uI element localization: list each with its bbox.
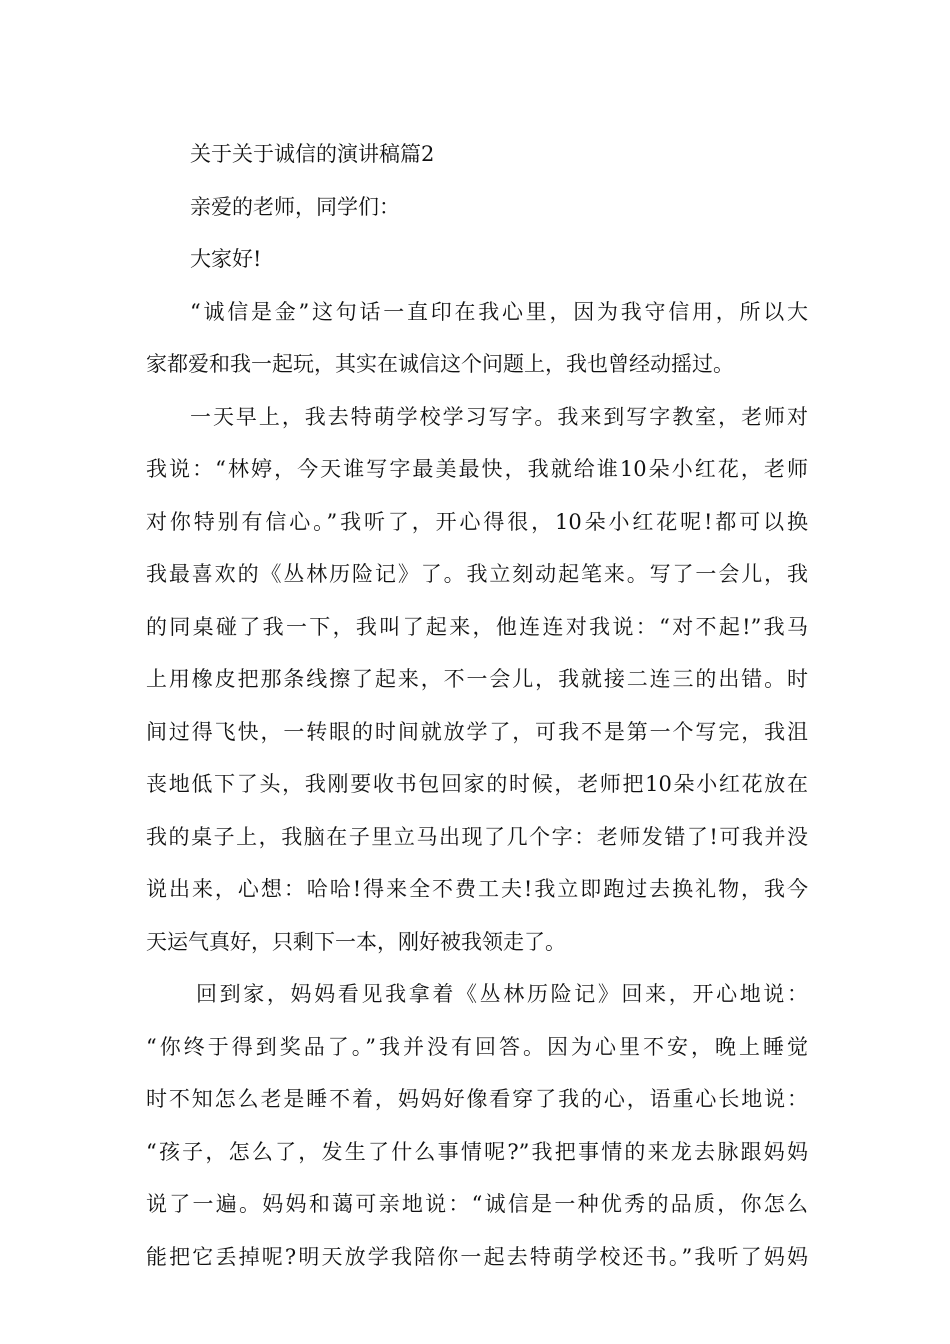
paragraph-line: 能把它丢掉呢?明天放学我陪你一起去特萌学校还书。”我听了妈妈 [146, 1244, 808, 1269]
paragraph-3 [146, 968, 808, 1283]
paragraph-line: 说出来，心想：哈哈!得来全不费工夫!我立即跑过去换礼物，我今 [146, 877, 808, 901]
paragraph-2 [146, 391, 808, 969]
document-body [146, 128, 808, 1283]
paragraph-line: 家都爱和我一起玩，其实在诚信这个问题上，我也曾经动摇过。 [146, 352, 734, 376]
paragraph-line: 时不知怎么老是睡不着，妈妈好像看穿了我的心，语重心长地说： [146, 1087, 808, 1111]
paragraph-line: 一天早上，我去特萌学校学习写字。我来到写字教室，老师对 [190, 404, 808, 429]
paragraph-line: “诚信是金”这句话一直印在我心里，因为我守信用，所以大 [190, 299, 808, 324]
paragraph-line: 对你特别有信心。”我听了，开心得很，10朵小红花呢!都可以换 [146, 509, 808, 534]
paragraph-line: 上用橡皮把那条线擦了起来，不一会儿，我就接二连三的出错。时 [146, 667, 808, 691]
paragraph-line: “你终于得到奖品了。”我并没有回答。因为心里不安，晚上睡觉 [146, 1034, 808, 1059]
paragraph-line: 我的桌子上，我脑在子里立马出现了几个字：老师发错了!可我并没 [146, 824, 808, 849]
paragraph-line: 说了一遍。妈妈和蔼可亲地说：“诚信是一种优秀的品质，你怎么 [146, 1192, 808, 1216]
paragraph-line: 的同桌碰了我一下，我叫了起来，他连连对我说：“对不起!”我马 [146, 614, 808, 639]
paragraph-1 [146, 286, 808, 391]
greeting: 大家好! [190, 247, 262, 271]
paragraph-line: “孩子，怎么了，发生了什么事情呢?”我把事情的来龙去脉跟妈妈 [146, 1139, 808, 1164]
salutation: 亲爱的老师，同学们： [190, 194, 400, 219]
paragraph-line: 天运气真好，只剩下一本，刚好被我领走了。 [146, 929, 566, 954]
paragraph-line: 间过得飞快，一转眼的时间就放学了，可我不是第一个写完，我沮 [146, 719, 808, 744]
paragraph-line: 我最喜欢的《丛林历险记》了。我立刻动起笔来。写了一会儿，我 [146, 562, 808, 586]
document-title: 关于关于诚信的演讲稿篇2 [190, 142, 435, 166]
paragraph-line: 丧地低下了头，我刚要收书包回家的时候，老师把10朵小红花放在 [146, 772, 808, 796]
paragraph-line: 回到家，妈妈看见我拿着《丛林历险记》回来，开心地说： [196, 982, 808, 1006]
paragraph-line: 我说：“林婷，今天谁写字最美最快，我就给谁10朵小红花，老师 [146, 457, 808, 481]
